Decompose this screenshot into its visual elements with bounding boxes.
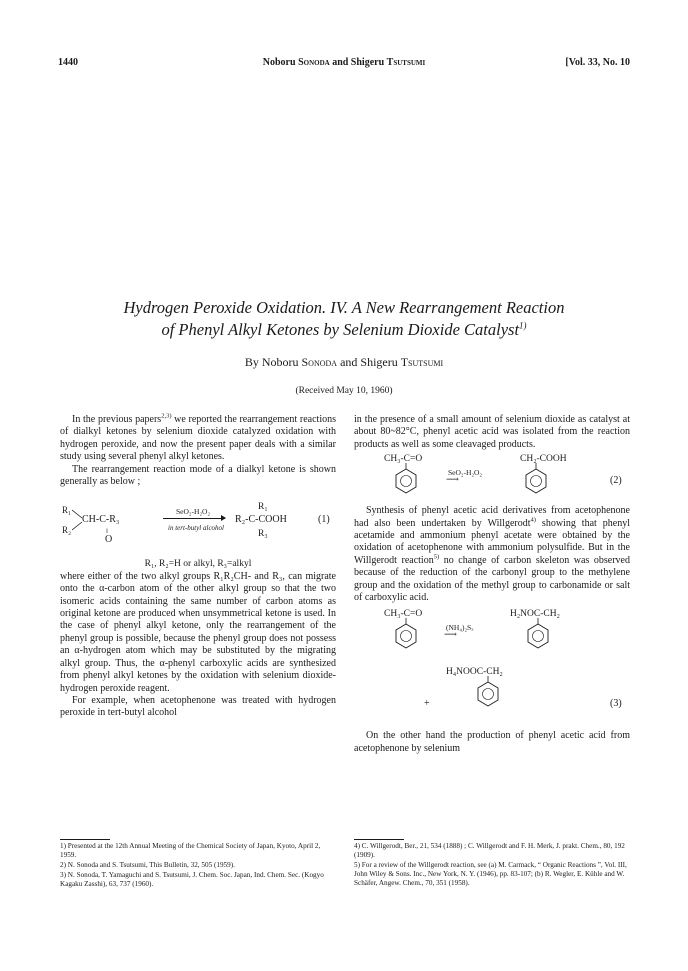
running-title: Noboru Sonoda and Shigeru Tsutsumi [262, 57, 426, 68]
left-column [60, 414, 336, 720]
paragraph: where either of the two alkyl groups R₁R₂CH- and R₃, can migrate onto the α-carbon atom of the other alkyl group so that the two isomeric acids containing the same number of carbon atoms as original ketone are produced when unsymmetrical ketone is used. In the case of phenyl alkyl ketone, only the rearrangement of the phenyl group is possible, because the phenyl group does not possess an α-hydrogen atom which may be substituted by the migrating alkyl group. Thus, the α-phenyl carboxylic acids are synthesized from phenyl alkyl ketones by the oxidation with selenium dioxide-hydrogen peroxide reagent. [60, 570, 336, 694]
author-line: By Noboru Sonoda and Shigeru Tsutsumi [244, 355, 444, 369]
paragraph: On the other hand the production of phenyl acetic acid from acetophenone by selenium [354, 730, 630, 754]
equation-2: CH₃-C=O SeO₂-H₂O₂ ⟶ CH₂-COOH (2) [354, 453, 630, 499]
right-column [354, 414, 630, 755]
volume-info: [Vol. 33, No. 10 [565, 57, 630, 68]
benzene-ring-icon [526, 618, 550, 652]
equation-3: CH₃-C=O (NH₄)₂Sₓ ⟶ H₂NOC-CH₂ H₄NOOC-CH₂ + (3) [384, 609, 622, 710]
benzene-ring-icon [524, 463, 548, 497]
equation-1: R₁ R₂ CH-C-R₃ ‖ O SeO₂-H₂O₂ in tert-butyl alcohol R₁ R₂-C-COOH R₃ (1) [62, 502, 330, 546]
equation-number: (3) [610, 698, 622, 710]
substituent-definition: R₁, R₂=H or alkyl, R₃=alkyl [144, 559, 252, 570]
received-date: (Received May 10, 1960) [295, 386, 393, 396]
page-number: 1440 [58, 57, 78, 68]
title-line-2: of Phenyl Alkyl Ketones by Selenium Dioxide Catalyst$^{1)}$ [161, 320, 527, 339]
footnote: 5) For a review of the Willgerodt reaction, see (a) M. Carmack, “ Organic Reactions ”, Vol. III, John Wiley & Sons. Inc., New York, N. Y. (1946), pp. 83-107; (b) R. Wegler, E. Kühle and W. Schäfer, Angew. Chem., 70, 351 (1958). [354, 861, 627, 887]
footnote: 4) C. Willgerodt, Ber., 21, 534 (1888) ; C. Willgerodt and F. H. Merk, J. prakt. Chem., 80, 192 (1909). [354, 842, 625, 859]
equation-number: (1) [318, 514, 330, 526]
footnotes-right [354, 842, 630, 889]
footnote: 3) N. Sonoda, T. Yamaguchi and S. Tsutsumi, J. Chem. Soc. Japan, Ind. Chem. Sec. (Kogyo Kagaku Zasshi), 63, 737 (1960). [60, 871, 324, 888]
footnote: 1) Presented at the 12th Annual Meeting of the Chemical Society of Japan, Kyoto, April 2, 1959. [60, 842, 321, 859]
paragraph: Synthesis of phenyl acetic acid derivatives from acetophenone had also been undertaken by Willgerodt$^{4)}$ showing that phenyl acetamide and ammonium phenyl acetate were obtained by the oxidation of acetophenone with ammonium polysulfide. But in the Willgerodt reaction$^{5)}$ no change of carbon skeleton was observed because of the reduction of the carbonyl group to the methylene group and the oxidation of the methyl group to carbonamide or salt of carboxylic acid. [354, 505, 630, 604]
footnote-rule [354, 839, 404, 840]
article-title [40, 297, 648, 341]
footnote: 2) N. Sonoda and S. Tsutsumi, This Bulletin, 32, 505 (1959). [60, 861, 235, 869]
paragraph: The rearrangement reaction mode of a dialkyl ketone is shown generally as below ; [60, 463, 336, 488]
title-line-1: Hydrogen Peroxide Oxidation. IV. A New Rearrangement Reaction [123, 298, 565, 317]
benzene-ring-icon [394, 463, 418, 497]
equation-number: (2) [610, 475, 622, 487]
benzene-ring-icon [476, 676, 500, 710]
running-head [58, 57, 630, 73]
reaction-arrow [163, 518, 225, 519]
footnote-rule [60, 839, 110, 840]
title-footnote-ref: 1) [519, 320, 527, 331]
benzene-ring-icon [394, 618, 418, 652]
paragraph: In the previous papers$^{2,3)}$ we reported the rearrangement reactions of dialkyl ketones by selenium dioxide catalyzed oxidation with hydrogen peroxide, and now the present paper deals with a similar study using several phenyl alkyl ketones. [60, 412, 336, 463]
footnotes-left [60, 842, 336, 890]
paragraph: For example, when acetophenone was treated with hydrogen peroxide in tert-butyl alcohol [60, 694, 336, 719]
paragraph: in the presence of a small amount of selenium dioxide as catalyst at about 80~82°C, phenyl acetic acid was isolated from the reaction products as well as some cleavaged products. [354, 414, 630, 450]
